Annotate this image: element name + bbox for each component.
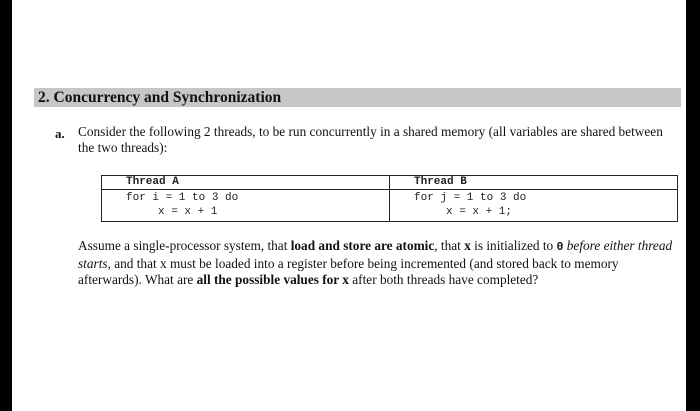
body-bold-atomic: load and store are atomic (290, 238, 435, 253)
question-body (78, 238, 682, 288)
thread-a-header-cell (102, 176, 390, 190)
document-page (12, 0, 686, 411)
table-header-row (102, 176, 678, 190)
body-text-6: after both threads have completed? (348, 272, 539, 287)
body-text-1: Assume a single-processor system, that (78, 238, 291, 253)
body-zero: 0 (556, 241, 564, 254)
thread-b-header-cell (390, 176, 678, 190)
thread-b-code-cell (390, 190, 678, 222)
body-text-3: is initialized to (470, 238, 557, 253)
thread-a-line-1: for i = 1 to 3 do (126, 192, 239, 204)
thread-a-line-2: x = x + 1 (158, 206, 218, 218)
thread-b-header: Thread B (414, 176, 467, 188)
question-intro: Consider the following 2 threads, to be run concurrently in a shared memory (all variables are shared between the two threads): (78, 124, 663, 155)
section-header (34, 88, 681, 107)
threads-table (101, 175, 678, 222)
thread-a-header: Thread A (126, 176, 179, 188)
table-code-row (102, 190, 678, 222)
body-italic-before: before either thread starts (78, 238, 673, 271)
thread-b-line-2: x = x + 1; (446, 206, 513, 218)
body-text-5: , and that x must be loaded into a register before being incremented (and stored back to memory afterwards). What are (78, 256, 619, 287)
question-label: a. (55, 126, 65, 141)
thread-a-code-cell (102, 190, 390, 222)
body-bold-x: x (464, 238, 471, 253)
body-text-2: , that (434, 238, 465, 253)
thread-b-line-1: for j = 1 to 3 do (414, 192, 527, 204)
section-title: 2. Concurrency and Synchronization (38, 89, 282, 106)
body-bold-question: all the possible values for x (196, 272, 349, 287)
